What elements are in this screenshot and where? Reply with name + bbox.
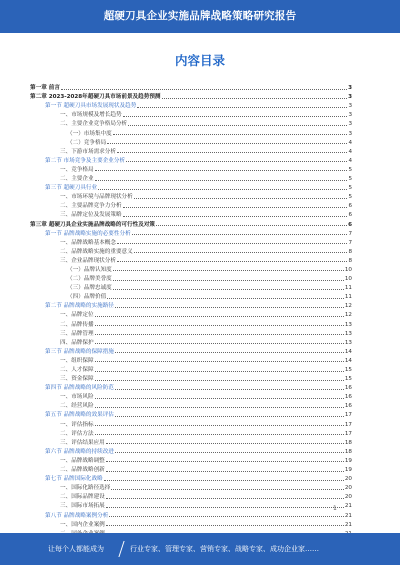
toc-entry-page: 17 <box>344 412 352 419</box>
toc-leader-dots <box>106 461 344 462</box>
toc-entry-label: 一、评估指标 <box>60 421 94 428</box>
toc-entry-label: 第六节 品牌战略的持续改进 <box>45 448 114 455</box>
toc-entry-label: 二、国际品牌建设 <box>60 494 105 501</box>
toc-leader-dots <box>106 507 344 508</box>
toc-entry-page: 6 <box>348 203 352 210</box>
toc-entry-label: 二、人才保障 <box>60 367 94 373</box>
toc-entry[interactable] <box>30 318 352 327</box>
toc-leader-dots <box>95 434 344 435</box>
toc-leader-dots <box>95 398 344 399</box>
toc-entry-page: 21 <box>344 503 352 510</box>
toc-leader-dots <box>113 270 344 271</box>
toc-entry-page: 15 <box>344 367 352 373</box>
toc-leader-dots <box>117 243 347 244</box>
toc-entry-label: 第一章 前言 <box>30 85 60 92</box>
toc-entry-page: 7 <box>348 239 352 246</box>
toc-leader-dots <box>106 443 344 444</box>
toc-leader-dots <box>115 452 344 453</box>
toc-entry-label: （二）竞争格局 <box>67 139 107 146</box>
toc-leader-dots <box>117 152 347 153</box>
toc-entry-page: 5 <box>348 166 352 173</box>
toc-entry-page: 5 <box>348 176 352 183</box>
toc-entry-page: 21 <box>344 512 352 519</box>
toc-entry-page: 10 <box>344 276 352 283</box>
toc-leader-dots <box>107 143 347 144</box>
toc-entry-label: 一、品牌定位 <box>60 312 94 319</box>
toc-entry-page: 20 <box>344 494 352 501</box>
footer-divider <box>118 541 124 557</box>
toc-entry[interactable] <box>30 282 352 291</box>
toc-entry-label: 二、主要品牌竞争力分析 <box>60 203 122 210</box>
toc-leader-dots <box>61 89 347 90</box>
footer-banner <box>0 533 400 565</box>
toc-leader-dots <box>106 498 344 499</box>
toc-entry-page: 4 <box>348 148 352 155</box>
toc-entry[interactable] <box>30 155 352 164</box>
toc-leader-dots <box>95 371 344 372</box>
toc-entry[interactable] <box>30 428 352 437</box>
toc-entry[interactable] <box>30 246 352 255</box>
toc-entry-page: 4 <box>348 157 352 164</box>
toc-entry-label: 一、竞争格局 <box>60 166 94 173</box>
toc-entry-label: 二、品牌传播 <box>60 321 94 328</box>
toc-entry[interactable] <box>30 100 352 109</box>
toc-entry[interactable] <box>30 373 352 382</box>
toc-entry-label: 二、品牌战略创新 <box>60 467 105 474</box>
toc-entry-label: 三、资金保障 <box>60 376 94 383</box>
toc-leader-dots <box>132 234 348 235</box>
toc-entry[interactable] <box>30 346 352 355</box>
toc-leader-dots <box>107 298 344 299</box>
toc-entry-page: 14 <box>344 357 352 364</box>
toc-entry[interactable] <box>30 137 352 146</box>
toc-entry-label: 第七节 品牌国际化战略 <box>45 476 103 483</box>
toc-leader-dots <box>134 198 348 199</box>
toc-entry[interactable] <box>30 355 352 364</box>
toc-leader-dots <box>109 516 344 517</box>
toc-leader-dots <box>156 225 347 226</box>
toc-entry-page: 18 <box>344 448 352 455</box>
toc-entry-label: 第四节 品牌战略的风险防范 <box>45 385 114 392</box>
toc-entry-page: 11 <box>344 294 352 301</box>
toc-leader-dots <box>123 116 348 117</box>
toc-entry[interactable] <box>30 364 352 373</box>
toc-entry-page: 18 <box>344 439 352 446</box>
toc-entry[interactable] <box>30 519 352 528</box>
toc-entry-label: 二、品牌战略实施的重要意义 <box>60 248 133 255</box>
toc-entry-page: 12 <box>344 303 352 310</box>
toc-entry[interactable] <box>30 209 352 218</box>
toc-entry-label: 一、市场规模及增长趋势 <box>60 112 122 119</box>
toc-entry-page: 8 <box>348 248 352 255</box>
toc-entry-page: 12 <box>344 312 352 319</box>
toc-entry-page: 16 <box>344 403 352 410</box>
toc-entry[interactable] <box>30 409 352 418</box>
toc-entry-label: 一、市场环境与品牌现状分析 <box>60 194 133 201</box>
toc-entry[interactable] <box>30 455 352 464</box>
toc-leader-dots <box>137 107 347 108</box>
toc-entry-label: 二、主要企业 <box>60 176 94 183</box>
toc-entry[interactable] <box>30 328 352 337</box>
toc-entry-label: （四）品牌价值 <box>67 294 107 301</box>
toc-entry-page: 3 <box>348 103 352 110</box>
toc-entry-page: 19 <box>344 467 352 474</box>
toc-entry-label: 二、主要企业竞争格局分析 <box>60 121 128 128</box>
toc-entry-page: 21 <box>344 521 352 528</box>
toc-entry-label: 第二章 2023-2028年超硬刀具市场前景及趋势预测 <box>30 94 161 101</box>
toc-entry-label: 一、市场风险 <box>60 394 94 401</box>
toc-entry[interactable] <box>30 182 352 191</box>
report-title: 超硬刀具企业实施品牌战略策略研究报告 <box>103 10 297 22</box>
toc-entry[interactable] <box>30 255 352 264</box>
toc-entry[interactable] <box>30 218 352 227</box>
toc-entry[interactable] <box>30 291 352 300</box>
toc-leader-dots <box>111 489 344 490</box>
toc-leader-dots <box>104 480 344 481</box>
toc-leader-dots <box>115 307 344 308</box>
toc-entry-page: 19 <box>344 457 352 464</box>
toc-entry[interactable] <box>30 473 352 482</box>
toc-leader-dots <box>117 261 347 262</box>
toc-entry[interactable] <box>30 309 352 318</box>
toc-entry[interactable] <box>30 237 352 246</box>
toc-entry-label: 第五节 品牌战略的效果评估 <box>45 412 114 419</box>
toc-entry[interactable] <box>30 118 352 127</box>
toc-leader-dots <box>106 471 344 472</box>
toc-entry-label: 一、品牌战略调整 <box>60 457 105 464</box>
toc-leader-dots <box>95 334 344 335</box>
toc-entry[interactable] <box>30 446 352 455</box>
toc-leader-dots <box>115 352 344 353</box>
toc-entry-label: （二）品牌美誉度 <box>67 276 112 283</box>
toc-entry-page: 16 <box>344 394 352 401</box>
toc-entry-label: 三、品牌管理 <box>60 330 94 337</box>
toc-entry[interactable] <box>30 191 352 200</box>
toc-entry-page: 8 <box>348 257 352 264</box>
toc-entry[interactable] <box>30 164 352 173</box>
toc-leader-dots <box>113 280 344 281</box>
toc-entry[interactable] <box>30 146 352 155</box>
toc-entry-label: 二、评估方法 <box>60 430 94 437</box>
toc-entry-label: 一、品牌战略基本概念 <box>60 239 116 246</box>
toc-entry-label: 第八节 品牌战略案例分析 <box>45 512 109 519</box>
toc-entry-page: 20 <box>344 476 352 483</box>
toc-entry-page: 5 <box>348 185 352 192</box>
footer-tagline: 行业专家、管理专家、营销专家、战略专家、成功企业家…… <box>130 545 319 553</box>
toc-leader-dots <box>162 98 348 99</box>
toc-entry[interactable] <box>30 91 352 100</box>
toc-leader-dots <box>95 343 344 344</box>
toc-entry-page: 4 <box>348 139 352 146</box>
toc-entry[interactable] <box>30 228 352 237</box>
toc-entry-page: 3 <box>348 94 352 101</box>
toc-entry-page: 17 <box>344 421 352 428</box>
toc-leader-dots <box>106 525 344 526</box>
toc-entry-label: 第二节 品牌战略的实施路径 <box>45 303 114 310</box>
toc-entry[interactable] <box>30 382 352 391</box>
toc-leader-dots <box>95 170 348 171</box>
toc-entry[interactable] <box>30 273 352 282</box>
toc-leader-dots <box>113 289 344 290</box>
toc-entry[interactable] <box>30 337 352 346</box>
toc-entry-label: 第三节 品牌战略的保障措施 <box>45 348 114 355</box>
toc-entry-label: （一）品牌认知度 <box>67 266 112 273</box>
toc-entry[interactable] <box>30 109 352 118</box>
toc-entry-label: 一、组织保障 <box>60 357 94 364</box>
toc-entry-label: 第一节 品牌战略实施的必要性分析 <box>45 230 131 237</box>
toc-leader-dots <box>95 425 344 426</box>
toc-leader-dots <box>115 389 344 390</box>
toc-entry[interactable] <box>30 127 352 136</box>
toc-entry-page: 7 <box>348 230 352 237</box>
toc-entry-page: 3 <box>348 112 352 119</box>
toc-entry-page: 17 <box>344 430 352 437</box>
toc-entry-page: 3 <box>348 130 352 137</box>
toc-entry[interactable] <box>30 509 352 518</box>
toc-entry-page: 3 <box>348 121 352 128</box>
toc-leader-dots <box>113 134 348 135</box>
toc-leader-dots <box>95 407 344 408</box>
toc-entry-page: 14 <box>344 348 352 355</box>
toc-entry-page: 13 <box>344 339 352 346</box>
toc-entry[interactable] <box>30 264 352 273</box>
toc-leader-dots <box>98 189 347 190</box>
toc-entry-page: 6 <box>348 212 352 219</box>
toc-entry-page: 3 <box>348 85 352 92</box>
toc-entry-page: 11 <box>344 285 352 292</box>
toc-entry-page: 13 <box>344 330 352 337</box>
toc-entry-label: 第一节 超硬刀具市场发展现状及趋势 <box>45 103 137 110</box>
toc-leader-dots <box>115 416 344 417</box>
toc-entry[interactable] <box>30 400 352 409</box>
toc-entry[interactable] <box>30 391 352 400</box>
footer-slogan: 让每个人都能成为 <box>48 545 104 553</box>
toc-entry-page: 5 <box>348 194 352 201</box>
toc-leader-dots <box>95 325 344 326</box>
toc-entry-label: 一、国际化路径选择 <box>60 485 111 492</box>
toc-entry[interactable] <box>30 82 352 91</box>
toc-entry-label: 二、经营风险 <box>60 403 94 410</box>
toc-entry[interactable] <box>30 482 352 491</box>
toc-entry-label: 三、企业品牌现状分析 <box>60 257 116 264</box>
toc-title: 内容目录 <box>174 53 225 68</box>
toc-entry-label: 第二节 市场竞争及主要企业分析 <box>45 157 126 164</box>
toc-entry[interactable] <box>30 464 352 473</box>
toc-entry[interactable] <box>30 173 352 182</box>
toc-entry[interactable] <box>30 200 352 209</box>
toc-entry-page: 10 <box>344 266 352 273</box>
toc-leader-dots <box>126 161 347 162</box>
toc-entry-label: 三、品牌定位及发展策略 <box>60 212 122 219</box>
toc-entry-label: 一、国内企业案例 <box>60 521 105 528</box>
toc-entry[interactable] <box>30 500 352 509</box>
toc-entry-page: 16 <box>344 385 352 392</box>
toc-leader-dots <box>134 252 348 253</box>
toc-entry-label: 四、品牌保护 <box>60 339 94 346</box>
report-header <box>0 0 400 33</box>
toc-entry-label: 第三章 超硬刀具企业实施品牌战略的可行性及对策 <box>30 221 156 228</box>
toc-leader-dots <box>95 316 344 317</box>
toc-entry[interactable] <box>30 300 352 309</box>
toc-leader-dots <box>95 180 348 181</box>
toc-entry-label: 三、国际市场拓展 <box>60 503 105 510</box>
toc-entry[interactable] <box>30 437 352 446</box>
toc-leader-dots <box>95 361 344 362</box>
toc-entry[interactable] <box>30 418 352 427</box>
toc-leader-dots <box>128 125 347 126</box>
toc-entry-page: 13 <box>344 321 352 328</box>
toc-entry-label: （三）品牌忠诚度 <box>67 285 112 292</box>
toc-entry-label: 第三节 超硬刀具行业 <box>45 185 98 192</box>
toc-entry[interactable] <box>30 491 352 500</box>
toc-entry-label: 三、下游市场需求分析 <box>60 148 116 155</box>
page-number: 1 <box>333 505 337 512</box>
toc-entry-page: 15 <box>344 376 352 383</box>
toc-entry-page: 6 <box>348 221 352 228</box>
table-of-contents <box>30 82 352 537</box>
toc-leader-dots <box>123 207 348 208</box>
toc-entry-label: 三、评估结果应用 <box>60 439 105 446</box>
toc-leader-dots <box>123 216 348 217</box>
toc-entry-page: 20 <box>344 485 352 492</box>
toc-leader-dots <box>95 380 344 381</box>
toc-entry-label: （一）市场集中度 <box>67 130 112 137</box>
